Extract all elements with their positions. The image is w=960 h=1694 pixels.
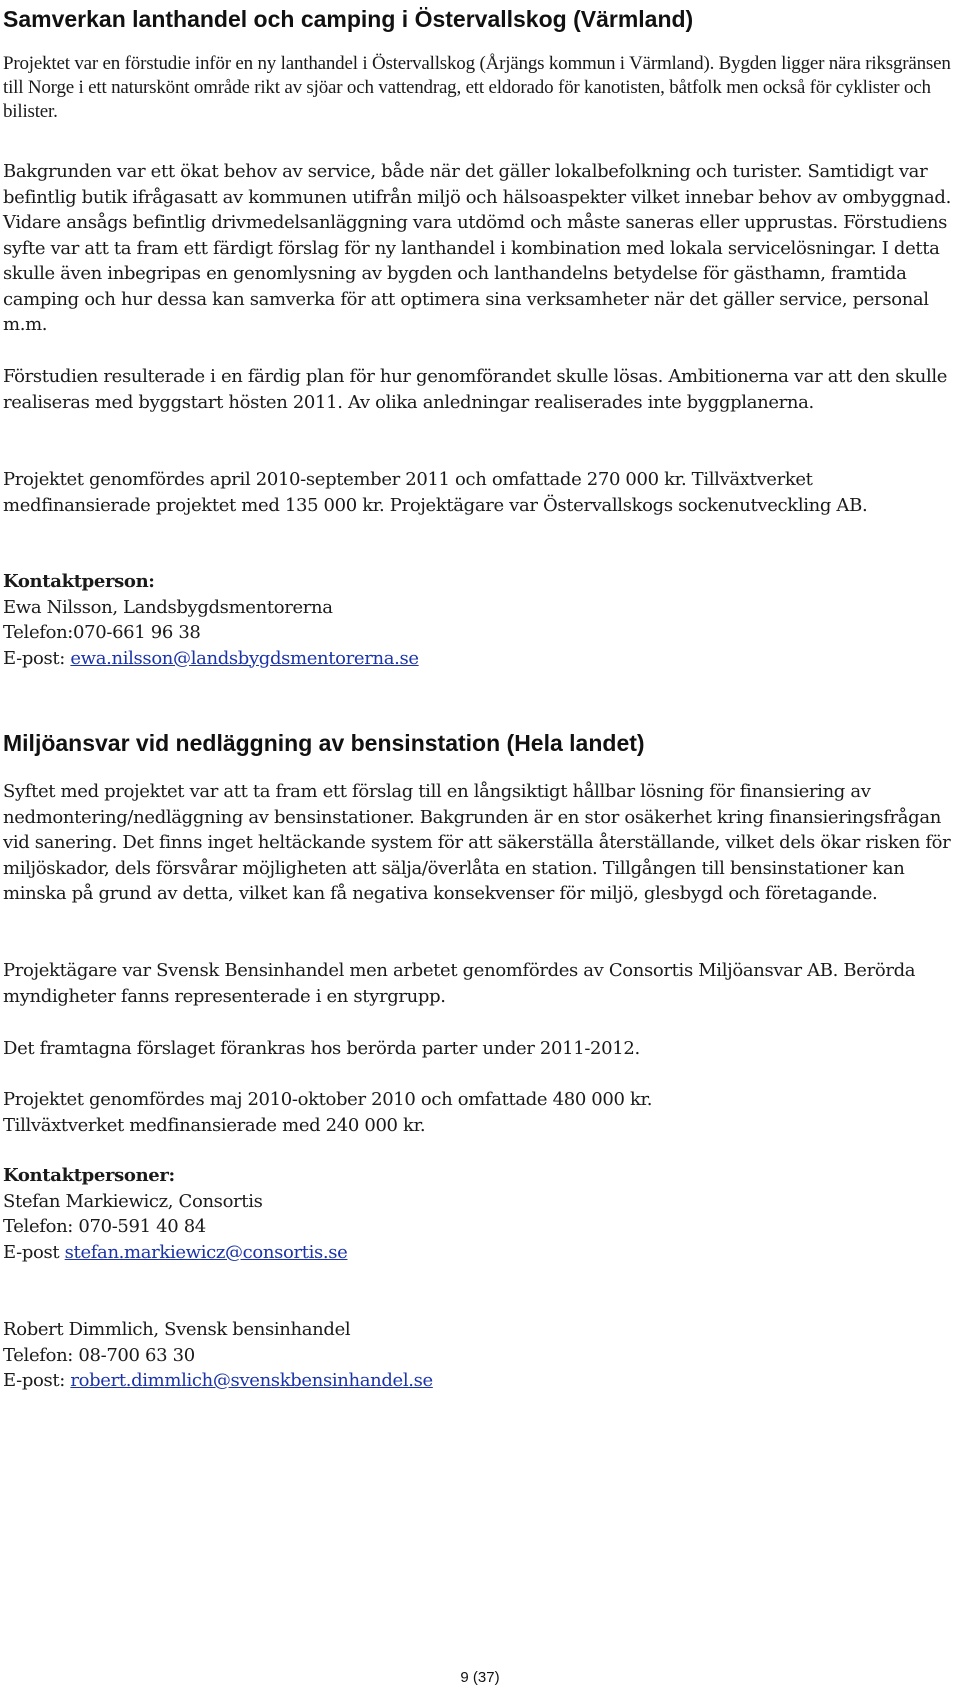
section-title: Samverkan lanthandel och camping i Östervallskog (Värmland)	[3, 6, 694, 32]
contact-name: Robert Dimmlich, Svensk bensinhandel	[3, 1319, 351, 1340]
contact-name: Stefan Markiewicz, Consortis	[3, 1190, 263, 1212]
contact-phone: Telefon: 08-700 63 30	[3, 1344, 195, 1366]
owner-paragraph: Projektägare var Svensk Bensinhandel men arbetet genomfördes av Consortis Miljöansvar AB. Berörda myndigheter fanns representerade i en styrgrupp.	[3, 960, 916, 1007]
contacts-block	[3, 1163, 953, 1265]
contact-email-link[interactable]: stefan.markiewicz@consortis.se	[64, 1241, 348, 1263]
result-paragraph: Förstudien resulterade i en färdig plan för hur genomförandet skulle lösas. Ambitionerna var att den skulle realiseras med byggstart hösten 2011. Av olika anledningar realiserades inte byggplanerna.	[3, 366, 948, 413]
contact-name: Ewa Nilsson, Landsbygdsmentorerna	[3, 596, 333, 618]
intro-paragraph: Projektet var en förstudie inför en ny lanthandel i Östervallskog (Årjängs kommun i Värmland). Bygden ligger nära riksgränsen till Norge i ett naturskönt område rikt av sjöar och vattendrag, ett eldorado för kanotisten, båtfolk men också för cyklister och bilister.	[3, 53, 951, 122]
contacts-block	[3, 1317, 953, 1394]
contacts-label: Kontaktpersoner:	[3, 1165, 175, 1186]
section-title: Miljöansvar vid nedläggning av bensinstation (Hela landet)	[3, 730, 645, 756]
contact-phone: Telefon:070-661 96 38	[3, 622, 201, 643]
email-prefix: E-post:	[3, 1370, 71, 1391]
contact-email-line	[3, 1240, 953, 1266]
contact-email-line	[3, 646, 953, 672]
funding-line: Tillväxtverket medfinansierade med 240 000 kr.	[3, 1114, 426, 1136]
email-prefix: E-post:	[3, 647, 71, 669]
funding-block	[3, 1087, 953, 1138]
email-prefix: E-post	[3, 1241, 65, 1263]
funding-line: Projektet genomfördes maj 2010-oktober 2010 och omfattade 480 000 kr.	[3, 1089, 653, 1110]
funding-paragraph: Projektet genomfördes april 2010-september 2011 och omfattade 270 000 kr. Tillväxtverket medfinansierade projektet med 135 000 kr. Projektägare var Östervallskogs sockenutveckling AB.	[3, 469, 868, 516]
contact-email-link[interactable]: robert.dimmlich@svenskbensinhandel.se	[70, 1370, 433, 1391]
contact-block	[3, 569, 953, 671]
contact-label: Kontaktperson:	[3, 571, 155, 592]
background-paragraph: Bakgrunden var ett ökat behov av service, både när det gäller lokalbefolkning och turister. Samtidigt var befintlig butik ifrågasatt av kommunen utifrån miljö och hälsoaspekter vilket innebar behov av ombyggnad. Vidare ansågs befintlig drivmedelsanläggning vara utdömd och måste saneras eller upprustas. Förstudiens syfte var att ta fram ett färdigt förslag för ny lanthandel i kombination med lokala servicelösningar. I detta skulle även inbegripas en genomlysning av bygden och lanthandelns betydelse för gästhamn, framtida camping och hur dessa kan samverka för att optimera sina verksamheter när det gäller service, personal m.m.	[3, 161, 951, 335]
page-number: 9 (37)	[460, 1669, 500, 1686]
contact-phone: Telefon: 070-591 40 84	[3, 1216, 206, 1237]
purpose-paragraph: Syftet med projektet var att ta fram ett förslag till en långsiktigt hållbar lösning för finansiering av nedmontering/nedläggning av bensinstationer. Bakgrunden är en stor osäkerhet kring finansieringsfrågan vid sanering. Det finns inget heltäckande system för att säkerställa återställande, vilket dels ökar risken för miljöskador, dels försvårar möjligheten att sälja/överlåta en station. Tillgången till bensinstationer kan minska på grund av detta, vilket kan få negativa konsekvenser för miljö, glesbygd och företagande.	[3, 781, 951, 904]
contact-email-link[interactable]: ewa.nilsson@landsbygdsmentorerna.se	[70, 647, 419, 669]
proposal-paragraph: Det framtagna förslaget förankras hos berörda parter under 2011-2012.	[3, 1038, 640, 1059]
contact-email-line	[3, 1368, 953, 1394]
